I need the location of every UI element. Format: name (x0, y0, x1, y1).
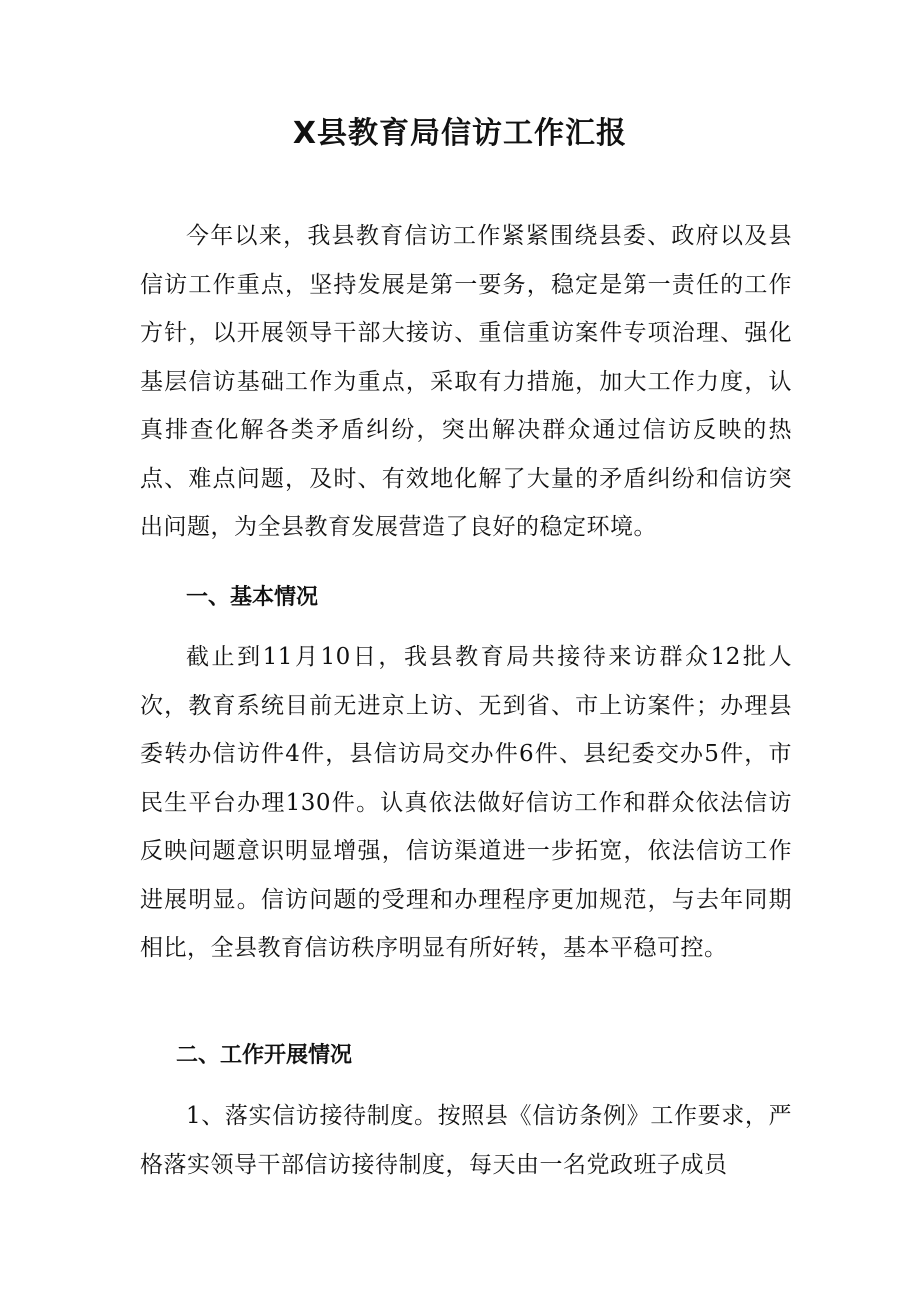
basic-situation-paragraph: 截止到11月10日，我县教育局共接待来访群众12批人次，教育系统目前无进京上访、无到省、市上访案件；办理县委转办信访件4件，县信访局交办件6件、县纪委交办5件，市民生平台办理130件。认真依法做好信访工作和群众依法信访反映问题意识明显增强，信访渠道进一步拓宽，依法信访工作进展明显。信访问题的受理和办理程序更加规范，与去年同期相比，全县教育信访秩序明显有所好转，基本平稳可控。 (140, 644, 792, 961)
section-heading-work-progress: 二、工作开展情况 (176, 1043, 353, 1068)
section-heading-basic-situation: 一、基本情况 (186, 585, 319, 610)
intro-paragraph: 今年以来，我县教育信访工作紧紧围绕县委、政府以及县信访工作重点，坚持发展是第一要务，稳定是第一责任的工作方针，以开展领导干部大接访、重信重访案件专项治理、强化基层信访基础工作为重点，采取有力措施，加大工作力度，认真排查化解各类矛盾纠纷，突出解决群众通过信访反映的热点、难点问题，及时、有效地化解了大量的矛盾纠纷和信访突出问题，为全县教育发展营造了良好的稳定环境。 (140, 223, 792, 540)
document-title: X县教育局信访工作汇报 (292, 116, 628, 151)
work-item-1-paragraph: 1、落实信访接待制度。按照县《信访条例》工作要求，严格落实领导干部信访接待制度，每天由一名党政班子成员 (140, 1103, 792, 1178)
